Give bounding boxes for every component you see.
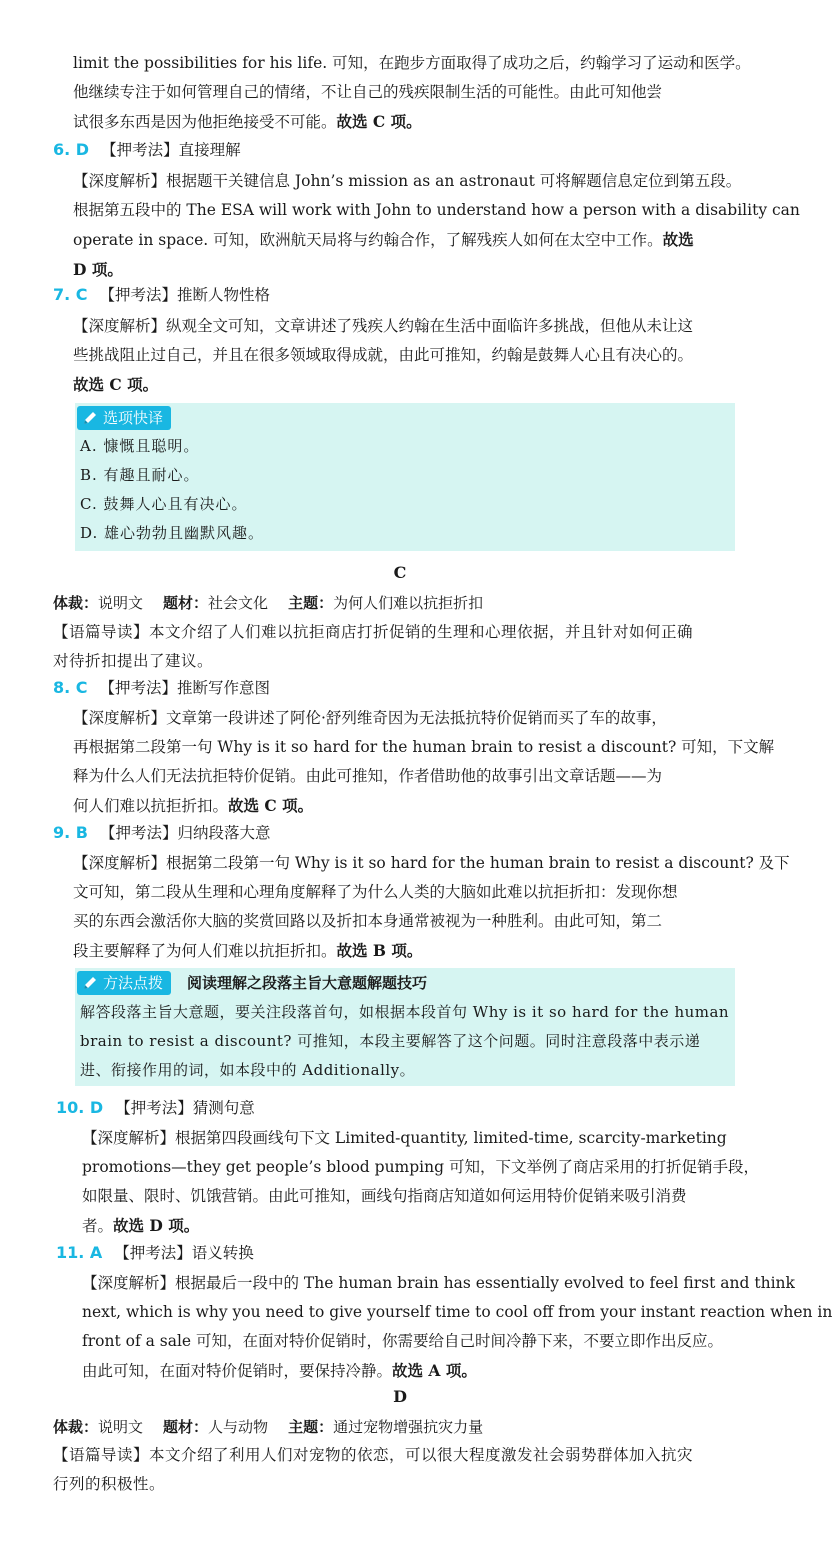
passage-guide bbox=[53, 618, 753, 676]
text-line bbox=[73, 107, 753, 137]
answer-text: 故选 D 项。 bbox=[113, 1216, 200, 1235]
pen-icon bbox=[82, 410, 98, 426]
tip-title: 阅读理解之段落主旨大意题解题技巧 bbox=[187, 974, 428, 992]
answer-text: 故选 A 项。 bbox=[392, 1361, 477, 1380]
theme-value: 通过宠物增强抗灾力量 bbox=[333, 1418, 484, 1436]
text-span: 试很多东西是因为他拒绝接受不可能。 bbox=[73, 113, 337, 131]
text-line: 【深度解析】根据题干关键信息 John’s mission as an astronaut 可将解题信息定位到第五段。 bbox=[73, 172, 742, 190]
text-span: 段主要解释了为何人们难以抗拒折扣。 bbox=[73, 942, 337, 960]
topic-label: 题材： bbox=[163, 594, 209, 612]
genre-label: 体裁： bbox=[53, 1418, 99, 1436]
answer-text: 故选 bbox=[662, 230, 694, 249]
q11-explanation bbox=[82, 1269, 832, 1386]
tip-line: brain to resist a discount? 可推知，本段主要解答了这个问题。同时注意段落中表示递 bbox=[80, 1032, 701, 1050]
question-number: 6. D bbox=[53, 140, 90, 159]
theme-label: 主题： bbox=[288, 1418, 334, 1436]
theme-label: 主题： bbox=[288, 594, 334, 612]
q6-explanation bbox=[73, 167, 800, 284]
text-line: limit the possibilities for his life. 可知，在跑步方面取得了成功之后，约翰学习了运动和医学。 bbox=[73, 54, 751, 72]
answer-text: 故选 B 项。 bbox=[336, 941, 423, 960]
text-line: 【深度解析】纵观全文可知，文章讲述了残疾人约翰在生活中面临许多挑战，但他从未让这 bbox=[73, 317, 694, 335]
text-line: promotions—they get people’s blood pumping 可知，下文举例了商店采用的打折促销手段， bbox=[82, 1158, 759, 1176]
q7-header bbox=[53, 282, 270, 308]
q5-explanation-tail bbox=[73, 49, 753, 137]
genre-label: 体裁： bbox=[53, 594, 99, 612]
question-number: 7. C bbox=[53, 285, 88, 304]
q6-header bbox=[53, 137, 241, 163]
text-line: front of a sale 可知，在面对特价促销时，你需要给自己时间冷静下来，不要立即作出反应。 bbox=[82, 1332, 724, 1350]
method-label: 【押考法】猜测句意 bbox=[115, 1099, 255, 1117]
q9-header bbox=[53, 820, 271, 846]
text-line: 【深度解析】根据最后一段中的 The human brain has essentially evolved to feel first and think bbox=[82, 1274, 795, 1292]
tip-line: 解答段落主旨大意题，要关注段落首句，如根据本段首句 Why is it so hard for the human bbox=[80, 1003, 730, 1021]
text-line: 如限量、限时、饥饿营销。由此可推知，画线句指商店知道如何运用特价促销来吸引消费 bbox=[82, 1187, 687, 1205]
genre-value: 说明文 bbox=[98, 594, 144, 612]
text-line: 些挑战阻止过自己，并且在很多领域取得成就，由此可推知，约翰是鼓舞人心且有决心的。 bbox=[73, 346, 694, 364]
text-line bbox=[73, 225, 753, 255]
genre-value: 说明文 bbox=[98, 1418, 144, 1436]
question-number: 9. B bbox=[53, 823, 88, 842]
text-line bbox=[73, 791, 753, 821]
answer-text: 故选 C 项。 bbox=[336, 112, 422, 131]
text-line: next, which is why you need to give yourself time to cool off from your instant reaction when in bbox=[82, 1303, 832, 1321]
text-line: 【语篇导读】本文介绍了人们难以抗拒商店打折促销的生理和心理依据，并且针对如何正确 bbox=[53, 623, 694, 641]
answer-text: 故选 C 项。 bbox=[73, 375, 159, 394]
tag-label: 选项快译 bbox=[103, 409, 164, 427]
text-span: 由此可知，在面对特价促销时，要保持冷静。 bbox=[82, 1362, 393, 1380]
option-line: A. 慷慨且聪明。 bbox=[80, 437, 200, 455]
option-line: C. 鼓舞人心且有决心。 bbox=[80, 495, 248, 513]
text-line bbox=[82, 1356, 747, 1386]
passage-meta bbox=[53, 592, 483, 613]
text-line: 释为什么人们无法抗拒特价促销。由此可推知，作者借助他的故事引出文章话题——为 bbox=[73, 767, 663, 785]
section-letter: C bbox=[393, 563, 407, 582]
text-span: 何人们难以抗拒折扣。 bbox=[73, 797, 229, 815]
option-line: D. 雄心勃勃且幽默风趣。 bbox=[80, 524, 265, 542]
text-line: 再根据第二段第一句 Why is it so hard for the human brain to resist a discount? 可知，下文解 bbox=[73, 738, 775, 756]
question-number: 10. D bbox=[56, 1098, 104, 1117]
q10-header bbox=[56, 1095, 255, 1121]
passage-guide bbox=[53, 1441, 753, 1499]
text-line: 文可知，第二段从生理和心理角度解释了为什么人类的大脑如此难以抗拒折扣：发现你想 bbox=[73, 883, 678, 901]
q11-header bbox=[56, 1240, 254, 1266]
text-line: 他继续专注于如何管理自己的情绪，不让自己的残疾限制生活的可能性。由此可知他尝 bbox=[73, 83, 663, 101]
topic-value: 人与动物 bbox=[208, 1418, 269, 1436]
text-line: 【深度解析】文章第一段讲述了阿伦·舒列维奇因为无法抵抗特价促销而买了车的故事， bbox=[73, 709, 667, 727]
method-label: 【押考法】直接理解 bbox=[101, 141, 241, 159]
q9-explanation bbox=[73, 849, 790, 966]
topic-label: 题材： bbox=[163, 1418, 209, 1436]
method-label: 【押考法】推断人物性格 bbox=[99, 286, 271, 304]
q8-header bbox=[53, 675, 270, 701]
option-line: B. 有趣且耐心。 bbox=[80, 466, 200, 484]
text-line: 行列的积极性。 bbox=[53, 1475, 166, 1493]
question-number: 8. C bbox=[53, 678, 88, 697]
options-translation-box bbox=[75, 403, 735, 551]
text-line: 【深度解析】根据第四段画线句下文 Limited-quantity, limited-time, scarcity-marketing bbox=[82, 1129, 727, 1147]
text-line: 对待折扣提出了建议。 bbox=[53, 652, 214, 670]
text-span: 者。 bbox=[82, 1217, 114, 1235]
q10-explanation bbox=[82, 1124, 759, 1241]
section-letter: D bbox=[393, 1387, 407, 1406]
text-line: 【语篇导读】本文介绍了利用人们对宠物的依恋，可以很大程度激发社会弱势群体加入抗灾 bbox=[53, 1446, 694, 1464]
text-line bbox=[73, 936, 753, 966]
theme-value: 为何人们难以抗拒折扣 bbox=[333, 594, 484, 612]
question-number: 11. A bbox=[56, 1243, 103, 1262]
topic-value: 社会文化 bbox=[208, 594, 269, 612]
tag-label: 方法点拨 bbox=[103, 974, 164, 992]
pen-icon bbox=[82, 975, 98, 991]
method-tag bbox=[77, 971, 171, 995]
method-tip-box bbox=[75, 968, 735, 1086]
method-label: 【押考法】推断写作意图 bbox=[99, 679, 271, 697]
method-label: 【押考法】语义转换 bbox=[114, 1244, 254, 1262]
text-span: operate in space. 可知，欧洲航天局将与约翰合作，了解残疾人如何在太空中工作。 bbox=[73, 231, 663, 249]
text-line: 买的东西会激活你大脑的奖赏回路以及折扣本身通常被视为一种胜利。由此可知，第二 bbox=[73, 912, 663, 930]
method-label: 【押考法】归纳段落大意 bbox=[99, 824, 271, 842]
options-tag bbox=[77, 406, 171, 430]
text-line bbox=[82, 1211, 747, 1241]
answer-text: D 项。 bbox=[73, 260, 123, 279]
tip-line: 进、衔接作用的词，如本段中的 Additionally。 bbox=[80, 1061, 416, 1079]
text-line: 根据第五段中的 The ESA will work with John to understand how a person with a disability can bbox=[73, 201, 800, 219]
text-line: 【深度解析】根据第二段第一句 Why is it so hard for the human brain to resist a discount? 及下 bbox=[73, 854, 790, 872]
passage-meta bbox=[53, 1416, 483, 1437]
q7-explanation bbox=[73, 312, 753, 399]
q8-explanation bbox=[73, 704, 775, 821]
answer-text: 故选 C 项。 bbox=[228, 796, 314, 815]
